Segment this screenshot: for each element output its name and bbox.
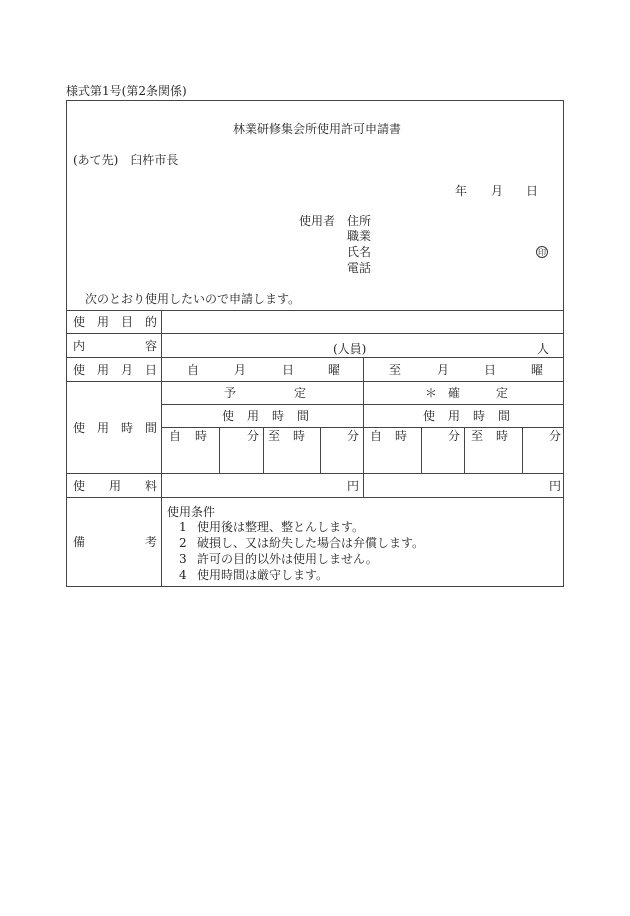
rule	[421, 427, 422, 473]
form-title: 林業研修集会所使用許可申請書	[233, 122, 402, 136]
remarks-label-1: 備	[73, 535, 86, 549]
date-to-month: 月	[437, 363, 450, 377]
rule	[363, 357, 364, 381]
condition-text: 破損し、又は紛失した場合は弁償します。	[197, 536, 425, 550]
time-label-2: 用	[97, 421, 110, 435]
planned-to: 至	[268, 429, 281, 443]
rule	[219, 427, 220, 473]
applicant-phone-label: 電話	[347, 261, 372, 275]
date-to-day: 日	[484, 363, 497, 377]
rule	[161, 310, 162, 587]
confirmed-usage-time-3: 時	[473, 409, 486, 423]
confirmed-to-minute: 分	[549, 429, 562, 443]
fee-label-1: 使	[73, 479, 86, 493]
date-from-weekday: 曜	[328, 363, 341, 377]
date-to-weekday: 曜	[531, 363, 544, 377]
form-number-label: 様式第1号(第2条関係)	[66, 84, 187, 98]
people-label: (人員)	[333, 342, 367, 356]
date-from-day: 日	[282, 363, 295, 377]
intro-text: 次のとおり使用したいので申請します。	[85, 292, 301, 306]
date-year-label: 年	[455, 184, 468, 198]
date-label-1: 使	[73, 363, 86, 377]
fee-yen-planned: 円	[347, 479, 360, 493]
planned-from-minute: 分	[247, 429, 260, 443]
condition-text: 使用時間は厳守します。	[197, 568, 329, 582]
fee-label-3: 料	[145, 479, 158, 493]
rule	[363, 381, 364, 473]
rule	[522, 427, 523, 473]
confirmed-usage-time-1: 使	[423, 409, 436, 423]
rule	[363, 473, 364, 497]
planned-to-hour: 時	[293, 429, 306, 443]
confirmed-usage-time-4: 間	[498, 409, 511, 423]
confirmed-label-2: 定	[496, 386, 509, 400]
confirmed-from: 自	[370, 429, 383, 443]
remarks-label-2: 考	[145, 535, 158, 549]
purpose-label-3: 目	[121, 315, 134, 329]
condition-text: 許可の目的以外は使用しません。	[197, 552, 378, 566]
conditions-title: 使用条件	[167, 505, 216, 519]
condition-number: 2	[179, 536, 187, 550]
applicant-address-label: 住所	[347, 214, 372, 228]
condition-number: 3	[179, 552, 187, 566]
time-label-3: 時	[121, 421, 134, 435]
planned-label-2: 定	[294, 386, 307, 400]
purpose-label-1: 使	[73, 315, 86, 329]
fee-label-2: 用	[109, 479, 122, 493]
planned-from-hour: 時	[195, 429, 208, 443]
rule	[464, 427, 465, 473]
rule	[67, 310, 563, 311]
rule	[67, 381, 563, 382]
confirmed-usage-time-2: 用	[448, 409, 461, 423]
date-label-2: 用	[97, 363, 110, 377]
condition-number: 4	[179, 568, 187, 582]
condition-text: 使用後は整理、整とんします。	[197, 520, 365, 534]
confirmed-to-hour: 時	[496, 429, 509, 443]
date-month-label: 月	[491, 184, 504, 198]
planned-to-minute: 分	[347, 429, 360, 443]
planned-usage-time-3: 時	[272, 409, 285, 423]
content-label-2: 容	[145, 339, 158, 353]
confirmed-from-hour: 時	[395, 429, 408, 443]
rule	[67, 497, 563, 498]
purpose-label-4: 的	[145, 315, 158, 329]
date-to: 至	[389, 363, 402, 377]
confirmed-label-1: 確	[448, 386, 461, 400]
time-label-4: 間	[145, 421, 158, 435]
confirmed-mark: ＊	[425, 386, 438, 400]
planned-from: 自	[169, 429, 182, 443]
rule	[67, 357, 563, 358]
planned-usage-time-1: 使	[222, 409, 235, 423]
date-day-label: 日	[526, 184, 539, 198]
applicant-label: 使用者	[299, 214, 336, 228]
rule	[263, 427, 264, 473]
applicant-name-label: 氏名	[347, 245, 372, 259]
rule	[67, 333, 563, 334]
time-label-1: 使	[73, 421, 86, 435]
planned-usage-time-4: 間	[297, 409, 310, 423]
purpose-label-2: 用	[97, 315, 110, 329]
date-label-4: 日	[145, 363, 158, 377]
condition-number: 1	[179, 520, 187, 534]
planned-usage-time-2: 用	[247, 409, 260, 423]
fee-yen-confirmed: 円	[549, 479, 562, 493]
addressee: (あて先) 臼杵市長	[73, 153, 179, 167]
date-from-month: 月	[234, 363, 247, 377]
application-form	[66, 100, 564, 587]
rule	[320, 427, 321, 473]
date-from: 自	[187, 363, 200, 377]
date-label-3: 月	[121, 363, 134, 377]
confirmed-to: 至	[471, 429, 484, 443]
confirmed-from-minute: 分	[448, 429, 461, 443]
rule	[67, 473, 563, 474]
content-label-1: 内	[73, 339, 86, 353]
planned-label-1: 予	[224, 386, 237, 400]
people-unit: 人	[537, 342, 550, 356]
applicant-occupation-label: 職業	[347, 229, 372, 243]
seal-mark: 印	[538, 248, 546, 257]
